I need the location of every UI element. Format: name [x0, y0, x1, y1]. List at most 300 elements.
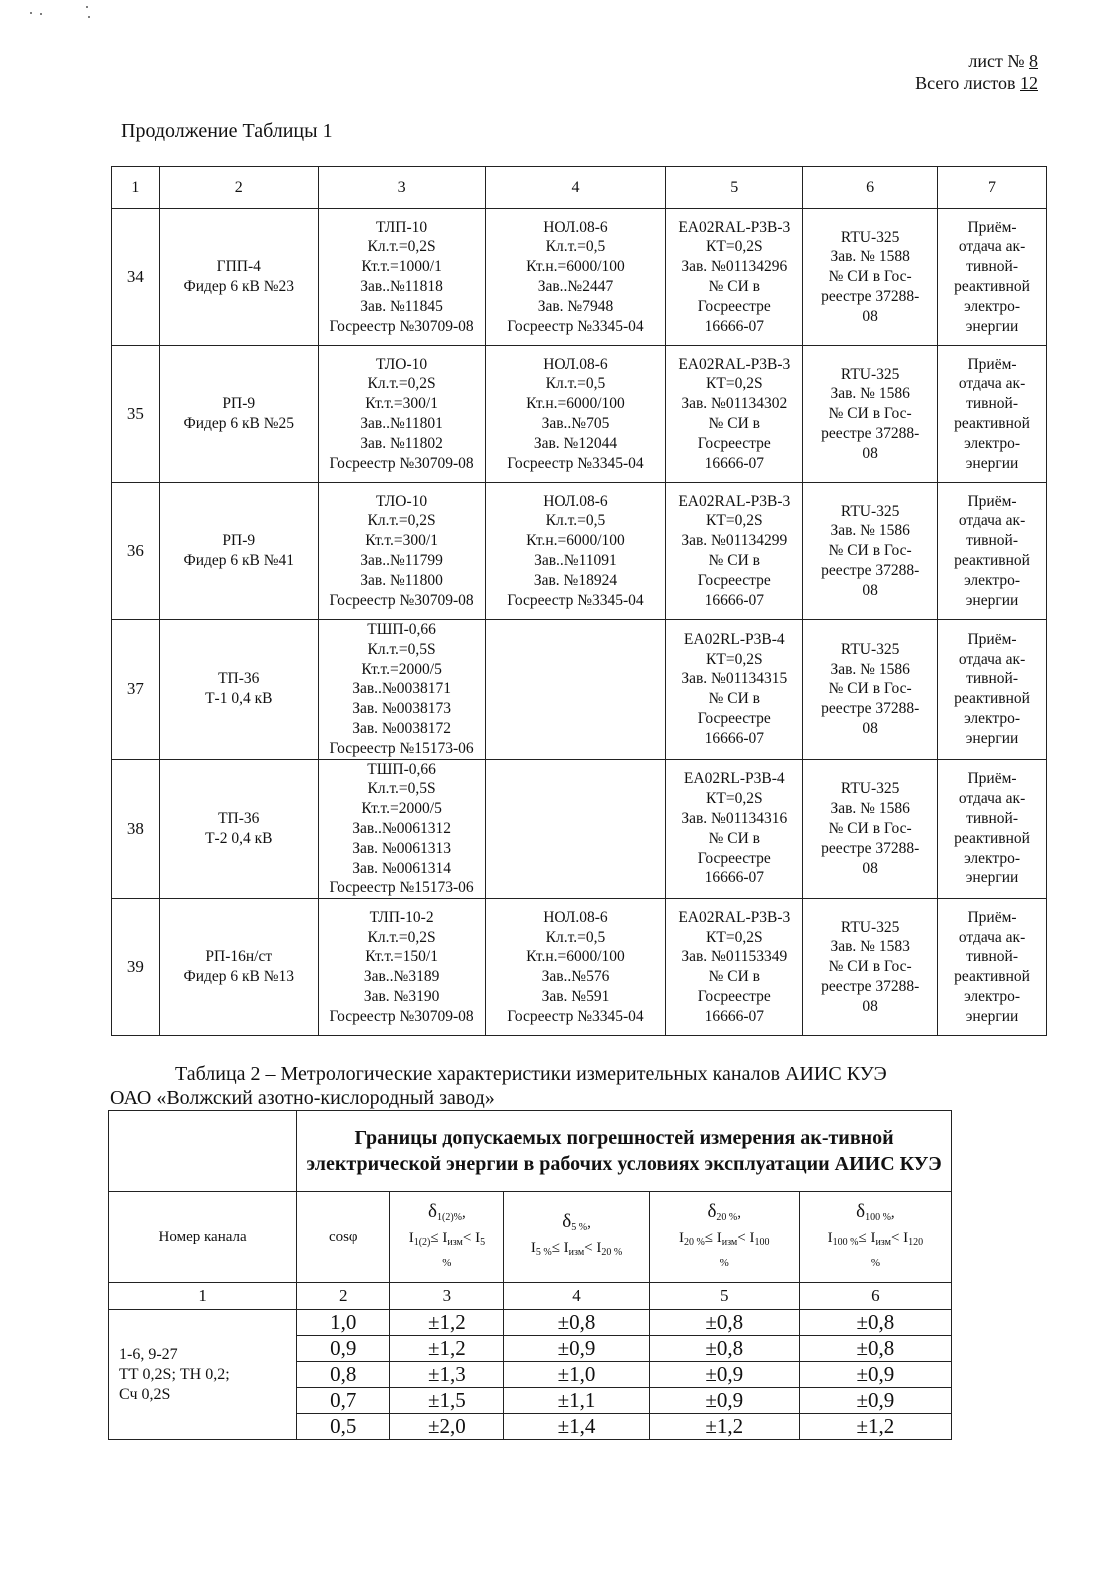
meter-cell: [666, 483, 803, 620]
current-transformer-cell-line: Госреестр №15173-06: [329, 739, 474, 757]
current-transformer-cell-line: Зав..№3189: [363, 968, 440, 986]
table2-empty-corner: [109, 1111, 297, 1192]
purpose-cell-line: тивной-: [966, 532, 1018, 550]
channel-group-line: Сч 0,2S: [119, 1385, 171, 1403]
voltage-transformer-cell-line: НОЛ.08-6: [543, 908, 608, 926]
purpose-cell: [938, 620, 1047, 760]
meter-cell-line: КТ=0,2S: [706, 512, 763, 530]
voltage-transformer-cell-line: Госреестр №3345-04: [507, 591, 644, 609]
purpose-cell-line: тивной-: [966, 948, 1018, 966]
delta-symbol: δ: [428, 1200, 437, 1222]
voltage-transformer-cell-line: Зав..№705: [541, 415, 610, 432]
meter-cell-line: EA02RL-P3B-4: [683, 630, 785, 648]
current-transformer-cell-line: Кт.т.=2000/5: [361, 800, 442, 818]
rtu-cell-line: № СИ в Гос-: [828, 819, 912, 837]
total-number: 12: [1020, 73, 1038, 93]
rtu-cell: [803, 620, 938, 760]
location-cell-line: РП-9: [222, 532, 256, 550]
table2-row: [109, 1310, 952, 1336]
purpose-cell-line: электро-: [964, 849, 1021, 867]
range-part: ≤ I: [430, 1229, 448, 1246]
purpose-cell-line: реактивной: [954, 968, 1030, 986]
purpose-cell: [938, 899, 1047, 1036]
meter-cell-line: 16666-07: [704, 1007, 764, 1025]
rtu-cell: [803, 483, 938, 620]
voltage-transformer-cell-line: Госреестр №3345-04: [507, 317, 644, 335]
purpose-cell-line: отдача ак-: [958, 375, 1026, 393]
voltage-transformer-cell-line: Зав. №591: [541, 987, 610, 1005]
range-part: ≤ I: [704, 1229, 722, 1246]
rtu-cell-line: Зав. № 1588: [830, 248, 910, 266]
meter-cell: [666, 899, 803, 1036]
range-part: I: [530, 1239, 536, 1256]
purpose-cell-line: отдача ак-: [958, 650, 1026, 668]
table1-header-row: [112, 167, 1047, 209]
location-cell: [159, 483, 318, 620]
voltage-transformer-cell: [485, 346, 666, 483]
purpose-cell-line: электро-: [964, 571, 1021, 589]
scan-speck: [40, 13, 42, 15]
meter-cell-line: 16666-07: [704, 317, 764, 335]
purpose-cell-line: энергии: [965, 869, 1019, 887]
purpose-cell-line: электро-: [964, 297, 1021, 315]
current-range: [505, 1238, 647, 1263]
range-part: 20 %: [683, 1236, 705, 1248]
table2-subheader-row: [109, 1192, 952, 1283]
rtu-cell-line: № СИ в Гос-: [828, 268, 912, 286]
sheet-info: [915, 50, 1038, 94]
scan-speck: [88, 16, 90, 18]
range-part: ≤ I: [858, 1229, 876, 1246]
cos-phi-value: 0,8: [297, 1362, 390, 1388]
current-transformer-cell-line: Кт.т.=2000/5: [361, 660, 442, 678]
rtu-cell-line: 08: [862, 859, 878, 877]
error-value: ±0,9: [649, 1388, 799, 1414]
purpose-cell-line: Приём-: [967, 218, 1017, 236]
table1-header-cell: 3: [318, 167, 485, 209]
error-value: ±2,0: [390, 1414, 504, 1440]
voltage-transformer-cell-line: НОЛ.08-6: [543, 218, 608, 236]
rtu-cell-line: № СИ в Гос-: [828, 542, 912, 560]
delta-subscript: 20 %: [716, 1211, 738, 1223]
purpose-cell-line: Приём-: [967, 770, 1017, 788]
location-cell-line: РП-16н/ст: [205, 948, 273, 966]
channel-group-line: ТТ 0,2S; ТН 0,2;: [119, 1365, 230, 1383]
error-value: ±1,3: [390, 1362, 504, 1388]
rtu-cell-line: 08: [862, 719, 878, 737]
table2-column-number-row: [109, 1283, 952, 1310]
table1-header-cell: 2: [159, 167, 318, 209]
rtu-cell-line: RTU-325: [840, 228, 900, 246]
voltage-transformer-cell-line: Госреестр №3345-04: [507, 454, 644, 472]
channel-number: 34: [112, 209, 160, 346]
error-value: ±1,2: [390, 1336, 504, 1362]
meter-cell-line: Госреестре: [697, 571, 771, 589]
range-part: изм: [875, 1236, 891, 1248]
voltage-transformer-cell-line: Кт.н.=6000/100: [526, 395, 625, 413]
voltage-transformer-cell-line: Кл.т.=0,5: [545, 928, 606, 946]
meter-cell: [666, 759, 803, 899]
current-transformer-cell-line: ТЛП-10-2: [369, 908, 434, 926]
meter-cell: [666, 209, 803, 346]
table1-header-cell: 1: [112, 167, 160, 209]
current-transformer-cell-line: ТШП-0,66: [367, 760, 436, 778]
percent-sign: %: [870, 1256, 880, 1269]
current-range: [651, 1228, 798, 1253]
cos-phi-value: 0,5: [297, 1414, 390, 1440]
error-column-header: [649, 1192, 799, 1283]
location-cell-line: РП-9: [222, 395, 256, 413]
channel-group-cell: [109, 1310, 297, 1440]
range-part: < I: [890, 1229, 909, 1246]
voltage-transformer-cell-line: Зав..№576: [541, 968, 610, 986]
scan-speck: [30, 12, 32, 14]
rtu-cell-line: 08: [862, 997, 878, 1015]
current-transformer-cell-line: Госреестр №30709-08: [329, 1007, 474, 1025]
rtu-cell-line: RTU-325: [840, 640, 900, 658]
rtu-cell-line: 08: [862, 307, 878, 325]
column-number: 2: [297, 1283, 390, 1310]
current-transformer-cell-line: Кл.т.=0,2S: [367, 928, 436, 946]
table2-caption: [110, 1062, 1010, 1110]
meter-cell-line: КТ=0,2S: [706, 650, 763, 668]
table2-caption-line1: Таблица 2 – Метрологические характеристики измерительных каналов АИИС КУЭ: [175, 1063, 887, 1085]
error-value: ±0,8: [799, 1336, 951, 1362]
purpose-cell-line: отдача ак-: [958, 928, 1026, 946]
purpose-cell-line: электро-: [964, 710, 1021, 728]
voltage-transformer-cell-line: Зав..№2447: [537, 278, 614, 295]
meter-cell-line: КТ=0,2S: [706, 238, 763, 256]
purpose-cell-line: реактивной: [954, 415, 1030, 432]
meter-cell-line: Госреестре: [697, 987, 771, 1005]
range-part: 20 %: [601, 1246, 623, 1258]
current-transformer-cell-line: Зав..№0038171: [352, 680, 451, 698]
meter-cell-line: КТ=0,2S: [706, 375, 763, 393]
range-part: ≤ I: [551, 1239, 569, 1256]
channel-number: 38: [112, 759, 160, 899]
current-transformer-cell-line: Госреестр №30709-08: [329, 591, 474, 609]
channel-number: 35: [112, 346, 160, 483]
error-value: ±0,9: [649, 1362, 799, 1388]
scan-speck: [86, 6, 88, 8]
table1-row: [112, 346, 1047, 483]
table1: [111, 166, 1047, 1036]
current-transformer-cell-line: Кт.т.=300/1: [365, 395, 438, 413]
voltage-transformer-cell: [485, 620, 666, 760]
purpose-cell-line: Приём-: [967, 630, 1017, 648]
voltage-transformer-cell-line: Кт.н.=6000/100: [526, 258, 625, 276]
rtu-cell-line: Зав. № 1586: [830, 660, 910, 678]
sheet-number-line: [915, 50, 1038, 72]
rtu-cell-line: реестре 37288-: [821, 424, 920, 442]
voltage-transformer-cell-line: Зав..№11091: [534, 552, 617, 569]
purpose-cell-line: электро-: [964, 987, 1021, 1005]
meter-cell-line: 16666-07: [704, 454, 764, 472]
error-value: ±1,1: [504, 1388, 649, 1414]
purpose-cell: [938, 483, 1047, 620]
rtu-cell-line: RTU-325: [840, 365, 900, 383]
rtu-cell-line: реестре 37288-: [821, 287, 920, 305]
rtu-cell-line: RTU-325: [840, 918, 900, 936]
voltage-transformer-cell: [485, 483, 666, 620]
range-part: 5: [480, 1236, 486, 1248]
percent-sign: %: [719, 1256, 729, 1269]
sheet-label: лист №: [968, 51, 1025, 71]
current-transformer-cell-line: Зав. №0061314: [352, 859, 451, 877]
current-transformer-cell-line: Зав. №11845: [360, 297, 443, 315]
error-value: ±0,9: [504, 1336, 649, 1362]
meter-cell-line: EA02RAL-P3B-3: [678, 492, 791, 510]
rtu-cell-line: 08: [862, 581, 878, 599]
purpose-cell-line: Приём-: [967, 492, 1017, 510]
current-transformer-cell-line: Кл.т.=0,5S: [367, 640, 436, 658]
current-transformer-cell-line: ТЛП-10: [376, 218, 428, 236]
voltage-transformer-cell-line: НОЛ.08-6: [543, 355, 608, 373]
delta-symbol: δ: [856, 1200, 866, 1222]
current-transformer-cell-line: Кл.т.=0,2S: [367, 238, 436, 256]
meter-cell-line: Госреестре: [697, 849, 771, 867]
voltage-transformer-cell-line: Зав. №12044: [533, 434, 618, 452]
delta-label: $\delta_{1(2)\%}$,: [428, 1200, 466, 1223]
rtu-cell-line: 08: [862, 444, 878, 462]
rtu-cell-line: № СИ в Гос-: [828, 680, 912, 698]
table1-row: [112, 899, 1047, 1036]
rtu-cell-line: Зав. № 1586: [830, 800, 910, 818]
percent-sign: %: [442, 1256, 452, 1269]
purpose-cell-line: отдача ак-: [958, 512, 1026, 530]
location-cell: [159, 209, 318, 346]
meter-cell-line: EA02RL-P3B-4: [683, 770, 785, 788]
location-cell-line: ТП-36: [218, 670, 260, 688]
delta-label: $\delta_{5 \%}$,: [562, 1210, 591, 1233]
voltage-transformer-cell-line: Кл.т.=0,5: [545, 375, 606, 393]
purpose-cell-line: отдача ак-: [958, 790, 1026, 808]
voltage-transformer-cell: [485, 899, 666, 1036]
cos-phi-value: 0,7: [297, 1388, 390, 1414]
location-cell: [159, 759, 318, 899]
location-cell-line: Фидер 6 кВ №25: [183, 415, 295, 432]
current-transformer-cell-line: Госреестр №30709-08: [329, 454, 474, 472]
column-number: 1: [109, 1283, 297, 1310]
range-part: изм: [447, 1236, 463, 1248]
meter-cell-line: EA02RAL-P3B-3: [678, 218, 791, 236]
location-cell-line: ТП-36: [218, 810, 260, 828]
rtu-cell-line: RTU-325: [840, 780, 900, 798]
sheet-total-line: [915, 72, 1038, 94]
range-part: 100 %: [832, 1236, 859, 1248]
table1-row: [112, 209, 1047, 346]
error-value: ±0,8: [504, 1310, 649, 1336]
current-transformer-cell-line: Зав..№0061312: [352, 819, 451, 837]
voltage-transformer-cell-line: Госреестр №3345-04: [507, 1007, 644, 1025]
cos-phi-value: 1,0: [297, 1310, 390, 1336]
error-value: ±0,9: [799, 1362, 951, 1388]
column-number: 3: [390, 1283, 504, 1310]
location-cell-line: Т-1 0,4 кВ: [205, 690, 273, 708]
current-transformer-cell-line: Зав. №3190: [363, 987, 440, 1005]
error-value: ±0,9: [799, 1388, 951, 1414]
rtu-cell-line: реестре 37288-: [821, 700, 920, 718]
purpose-cell: [938, 759, 1047, 899]
rtu-cell-line: RTU-325: [840, 502, 900, 520]
range-part: < I: [737, 1229, 755, 1246]
table1-header-cell: 5: [666, 167, 803, 209]
range-part: < I: [462, 1229, 481, 1246]
error-value: ±1,2: [390, 1310, 504, 1336]
current-transformer-cell: [318, 346, 485, 483]
current-transformer-cell-line: Зав. №11800: [360, 571, 443, 589]
range-part: 120: [908, 1236, 924, 1248]
error-value: ±0,8: [799, 1310, 951, 1336]
meter-cell-line: 16666-07: [704, 591, 764, 609]
table1-row: [112, 620, 1047, 760]
meter-cell: [666, 620, 803, 760]
purpose-cell: [938, 346, 1047, 483]
purpose-cell-line: реактивной: [954, 829, 1030, 847]
current-transformer-cell-line: Госреестр №30709-08: [329, 317, 474, 335]
delta-subscript: 100 %: [865, 1211, 891, 1223]
location-cell-line: ГПП-4: [216, 258, 261, 276]
rtu-cell: [803, 899, 938, 1036]
sheet-number: 8: [1029, 51, 1038, 71]
column-number: 4: [504, 1283, 649, 1310]
current-transformer-cell-line: ТШП-0,66: [367, 621, 436, 638]
rtu-cell-line: № СИ в Гос-: [828, 958, 912, 976]
purpose-cell-line: энергии: [965, 729, 1019, 747]
current-transformer-cell-line: Зав..№11801: [360, 415, 443, 432]
table2-caption-line2: ОАО «Волжский азотно-кислородный завод»: [110, 1087, 495, 1109]
voltage-transformer-cell: [485, 209, 666, 346]
voltage-transformer-cell-line: Зав. №7948: [537, 297, 614, 315]
range-part: 100: [754, 1236, 770, 1248]
range-part: I: [678, 1229, 684, 1246]
error-value: ±1,4: [504, 1414, 649, 1440]
meter-cell-line: Госреестре: [697, 710, 771, 728]
table1-row: [112, 759, 1047, 899]
current-range: [391, 1228, 502, 1253]
range-part: 5 %: [535, 1246, 552, 1258]
voltage-transformer-cell: [485, 759, 666, 899]
purpose-cell: [938, 209, 1047, 346]
current-transformer-cell: [318, 759, 485, 899]
voltage-transformer-cell-line: НОЛ.08-6: [543, 492, 608, 510]
location-cell: [159, 346, 318, 483]
current-transformer-cell-line: Кл.т.=0,5S: [367, 780, 436, 798]
delta-label: $\delta_{100 \%}$,: [856, 1200, 895, 1223]
delta-symbol: δ: [562, 1210, 572, 1232]
column-number: 5: [649, 1283, 799, 1310]
error-value: ±1,2: [649, 1414, 799, 1440]
error-column-header: [390, 1192, 504, 1283]
meter-cell-line: № СИ в: [708, 690, 760, 708]
cos-phi-value: 0,9: [297, 1336, 390, 1362]
current-transformer-cell-line: Кт.т.=150/1: [365, 948, 438, 966]
purpose-cell-line: Приём-: [967, 908, 1017, 926]
purpose-cell-line: электро-: [964, 434, 1021, 452]
current-transformer-cell-line: Кл.т.=0,2S: [367, 512, 436, 530]
current-transformer-cell-line: Зав..№11818: [360, 278, 443, 295]
total-label: Всего листов: [915, 73, 1016, 93]
current-transformer-cell: [318, 483, 485, 620]
meter-cell-line: № СИ в: [708, 829, 760, 847]
delta-subscript: 5 %: [571, 1221, 588, 1233]
delta-symbol: δ: [707, 1200, 717, 1222]
location-cell-line: Фидер 6 кВ №13: [183, 968, 295, 986]
column-number: 6: [799, 1283, 951, 1310]
current-transformer-cell-line: Зав. №11802: [360, 434, 443, 452]
meter-cell-line: Зав. №01134299: [681, 532, 788, 550]
voltage-transformer-cell-line: Кт.н.=6000/100: [526, 948, 625, 966]
rtu-cell: [803, 346, 938, 483]
purpose-cell-line: тивной-: [966, 810, 1018, 828]
error-value: ±1,2: [799, 1414, 951, 1440]
range-part: < I: [584, 1239, 602, 1256]
meter-cell-line: EA02RAL-P3B-3: [678, 355, 791, 373]
current-range: [801, 1228, 950, 1253]
current-transformer-cell-line: Зав. №0061313: [352, 839, 451, 857]
meter-cell-line: Госреестре: [697, 297, 771, 315]
rtu-cell-line: Зав. № 1586: [830, 522, 910, 540]
channel-number: 39: [112, 899, 160, 1036]
rtu-cell-line: реестре 37288-: [821, 561, 920, 579]
purpose-cell-line: энергии: [965, 454, 1019, 472]
current-transformer-cell-line: ТЛО-10: [376, 492, 428, 510]
table1-header-cell: 4: [485, 167, 666, 209]
current-transformer-cell-line: Кт.т.=1000/1: [361, 258, 442, 276]
voltage-transformer-cell-line: Зав. №18924: [533, 571, 618, 589]
purpose-cell-line: тивной-: [966, 670, 1018, 688]
meter-cell-line: Зав. №01134302: [681, 395, 788, 413]
meter-cell-line: Зав. №01134315: [681, 670, 788, 688]
meter-cell-line: Зав. №01134316: [681, 810, 788, 828]
purpose-cell-line: реактивной: [954, 278, 1030, 295]
cos-column-header: cosφ: [297, 1192, 390, 1283]
range-part: I: [408, 1229, 414, 1246]
rtu-cell-line: реестре 37288-: [821, 978, 920, 996]
location-cell-line: Фидер 6 кВ №23: [183, 278, 295, 295]
location-cell: [159, 899, 318, 1036]
rtu-cell-line: № СИ в Гос-: [828, 405, 912, 423]
current-transformer-cell: [318, 899, 485, 1036]
range-part: I: [827, 1229, 833, 1246]
meter-cell-line: EA02RAL-P3B-3: [678, 908, 791, 926]
delta-label: $\delta_{20 \%}$,: [707, 1200, 741, 1223]
current-transformer-cell-line: Зав..№11799: [360, 552, 443, 569]
meter-cell-line: 16666-07: [704, 869, 764, 887]
current-transformer-cell-line: Зав. №0038173: [352, 700, 451, 718]
location-cell-line: Т-2 0,4 кВ: [205, 829, 273, 847]
rtu-cell: [803, 209, 938, 346]
purpose-cell-line: реактивной: [954, 552, 1030, 569]
meter-cell-line: 16666-07: [704, 729, 764, 747]
purpose-cell-line: тивной-: [966, 258, 1018, 276]
table2-group-header: Границы допускаемых погрешностей измерения ак-тивной электрической энергии в рабочих условиях эксплуатации АИИС КУЭ: [297, 1111, 952, 1192]
rtu-cell-line: Зав. № 1583: [830, 938, 910, 956]
table2: [108, 1110, 952, 1440]
current-transformer-cell-line: Кт.т.=300/1: [365, 532, 438, 550]
error-value: ±1,5: [390, 1388, 504, 1414]
meter-cell-line: № СИ в: [708, 278, 760, 295]
meter-cell-line: КТ=0,2S: [706, 790, 763, 808]
channel-number: 36: [112, 483, 160, 620]
range-part: изм: [568, 1246, 585, 1258]
purpose-cell-line: отдача ак-: [958, 238, 1026, 256]
location-cell: [159, 620, 318, 760]
table1-header-cell: 7: [938, 167, 1047, 209]
meter-cell-line: № СИ в: [708, 552, 760, 569]
voltage-transformer-cell-line: Кл.т.=0,5: [545, 238, 606, 256]
current-transformer-cell-line: Зав. №0038172: [352, 719, 451, 737]
